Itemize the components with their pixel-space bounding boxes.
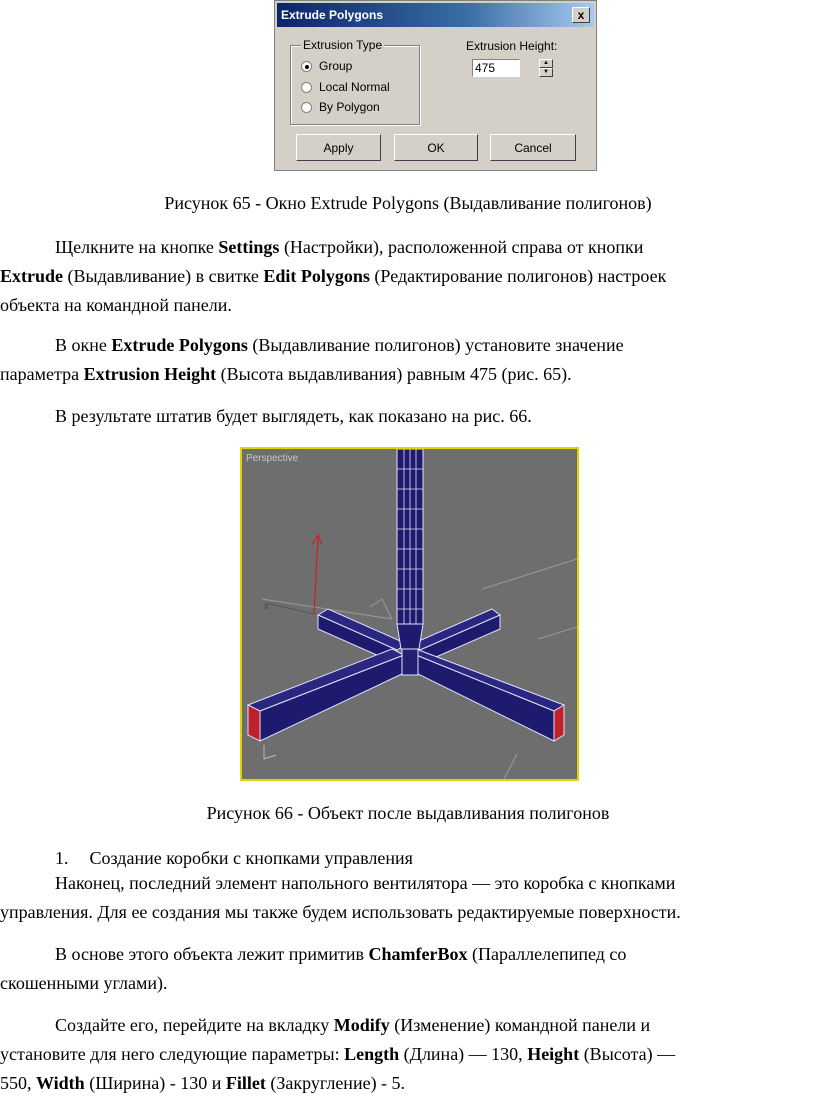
radio-local-normal[interactable] — [301, 79, 390, 95]
list-item-text: Создание коробки с кнопками управления — [89, 848, 413, 868]
tripod-render — [242, 449, 577, 779]
radio-by-polygon-indicator[interactable] — [301, 102, 312, 113]
viewport-label: Perspective — [246, 453, 299, 464]
extrusion-height-spinner[interactable] — [539, 59, 553, 77]
paragraph-result: В результате штатив будет выглядеть, как показано на рис. 66. — [55, 406, 532, 426]
paragraph-chamferbox: В основе этого объекта лежит примитив ChamferBox (Параллелепипед со скошенными углами). — [0, 944, 627, 993]
radio-local-normal-indicator[interactable] — [301, 82, 312, 93]
paragraph-extrusion-height: В окне Extrude Polygons (Выдавливание полигонов) установите значение параметра Extrusion Height (Высота выдавливания) равным 475 (рис. 65). — [0, 335, 624, 384]
paragraph-settings: Щелкните на кнопке Settings (Настройки), расположенной справа от кнопки Extrude (Выдавливание) в свитке Edit Polygons (Редактирование полигонов) настроек объекта на командной панели. — [0, 237, 667, 315]
dialog-title-bar[interactable] — [277, 3, 594, 27]
arm-front-right — [416, 649, 564, 741]
radio-local-normal-label: Local Normal — [319, 80, 390, 94]
extrusion-height-input[interactable]: 475 — [472, 59, 520, 77]
extrusion-type-label: Extrusion Type — [303, 38, 383, 52]
apply-button[interactable]: Apply — [296, 134, 381, 161]
arm-front-left — [248, 649, 404, 741]
extrude-polygons-dialog — [274, 0, 597, 171]
figure-65-caption: Рисунок 65 - Окно Extrude Polygons (Выдавливание полигонов) — [164, 193, 652, 213]
paragraph-control-box: Наконец, последний элемент напольного вентилятора — это коробка с кнопками управления. Для ее создания мы также будем использовать редактируемые поверхности. — [0, 873, 681, 922]
perspective-viewport[interactable] — [240, 447, 579, 781]
radio-by-polygon[interactable] — [301, 99, 380, 115]
axis-gizmo — [264, 535, 322, 614]
figure-66-caption: Рисунок 66 - Объект после выдавливания полигонов — [206, 803, 610, 823]
corner-axis-gizmo — [264, 745, 276, 759]
radio-group-label: Group — [319, 59, 353, 73]
radio-group[interactable] — [301, 58, 352, 74]
vertical-post — [397, 449, 423, 649]
spinner-up-icon[interactable]: ▲ — [539, 59, 553, 68]
ok-button[interactable]: OK — [394, 134, 478, 161]
close-button[interactable]: x — [572, 7, 590, 23]
list-item-number: 1. — [55, 848, 69, 868]
radio-group-indicator[interactable] — [301, 61, 312, 72]
cancel-button[interactable]: Cancel — [490, 134, 576, 161]
extrusion-height-label: Extrusion Height: — [466, 39, 558, 53]
svg-text:x: x — [264, 601, 269, 611]
paragraph-modify-params: Создайте его, перейдите на вкладку Modify (Изменение) командной панели и установите для него следующие параметры: Length (Длина) — 130, Height (Высота) — 550, Width (Ширина) - 130 и Fillet (Закругление) - 5. — [0, 1015, 676, 1093]
spinner-down-icon[interactable]: ▼ — [539, 68, 553, 77]
dialog-title: Extrude Polygons — [281, 8, 384, 22]
center-hub — [402, 649, 418, 675]
radio-by-polygon-label: By Polygon — [319, 100, 380, 114]
